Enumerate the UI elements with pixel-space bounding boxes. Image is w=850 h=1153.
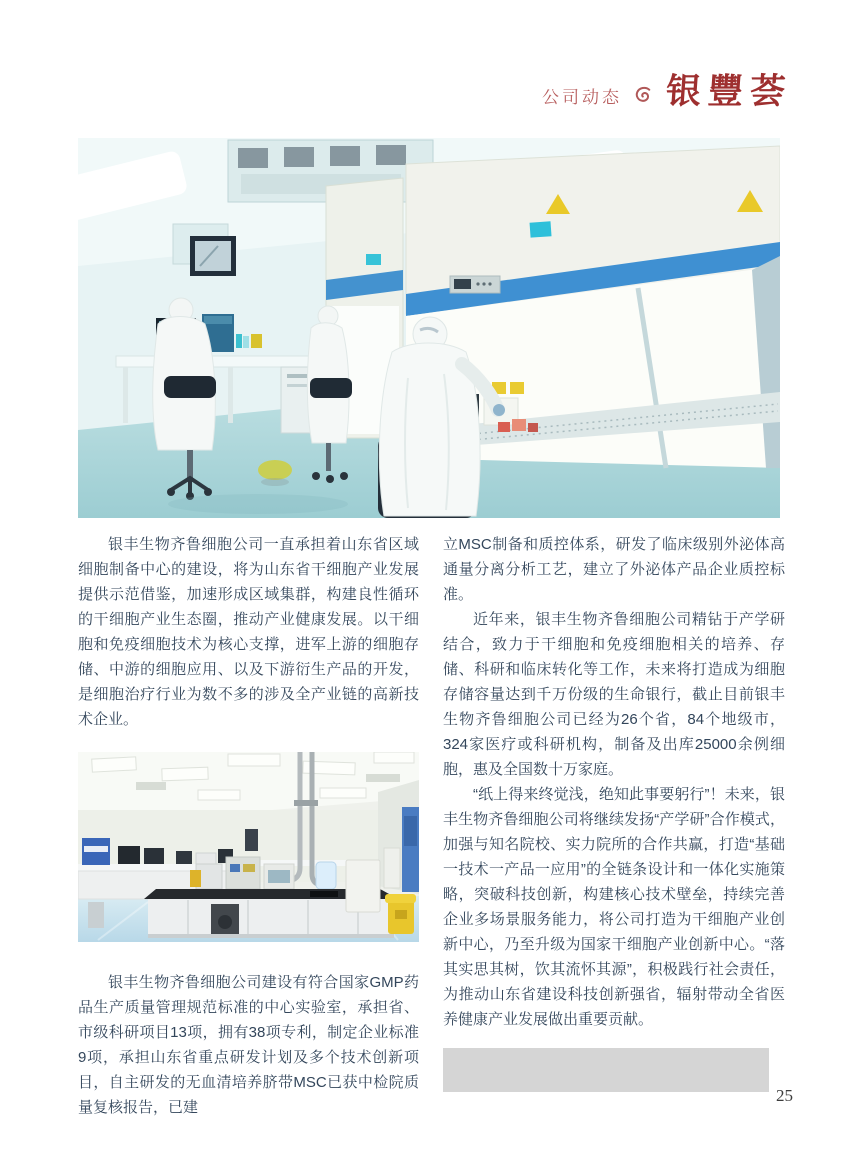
article-paragraph-1: 银丰生物齐鲁细胞公司一直承担着山东省区域细胞制备中心的建设，将为山东省干细胞产业发展提供示范借鉴，加速形成区域集群，构建良性循环的干细胞产业生态圈，推动产业健康发展。以干细胞和免疫细胞技术为核心支撑，进军上游的细胞存储、中游的细胞应用、以及下游衍生产品的开发，是细胞治疗行业为数不多的涉及全产业链的高新技术企业。 xyxy=(78,536,419,728)
brand-calligraphy: 银豐荟 xyxy=(664,71,794,111)
yellow-biohazard-bin xyxy=(385,894,416,934)
article-paragraph-2: 银丰生物齐鲁细胞公司建设有符合国家GMP药品生产质量管理规范标准的中心实验室，承担省、市级科研项目13项，拥有38项专利，制定企业标准9项，承担山东省重点研发计划及多个技术创新项目，自主研发的无血清培养脐带MSC已获中检院质量复核报告，已建 xyxy=(78,974,419,1116)
yellow-stool xyxy=(258,460,292,480)
wall-monitor-frame xyxy=(190,236,236,276)
floor-shadow xyxy=(168,494,348,514)
page-header xyxy=(0,62,792,120)
stool-shadow xyxy=(261,478,289,486)
wall-access-panel xyxy=(245,829,258,851)
page-number: 25 xyxy=(776,1086,793,1105)
article-column-right xyxy=(443,532,785,1092)
image-placeholder xyxy=(443,1048,769,1092)
article-paragraph-3: 立MSC制备和质控体系，研发了临床级别外泌体高通量分离分析工艺，建立了外泌体产品企业质控标准。 xyxy=(443,536,785,603)
swirl-logo-icon xyxy=(633,84,655,106)
photo-central-laboratory xyxy=(78,752,419,942)
photo-cleanroom-cell-lab xyxy=(78,138,780,518)
article-paragraph-4: 近年来，银丰生物齐鲁细胞公司精钻于产学研结合，致力于干细胞和免疫细胞相关的培养、存储、科研和临床转化等工作，未来将打造成为细胞存储容量达到千万份级的生命银行，截止目前银丰生物齐鲁细胞公司已经为26个省，84个地级市，324家医疗或科研机构，制备及出库25000余例细胞，惠及全国数十万家庭。 xyxy=(443,611,785,778)
article-paragraph-5: “纸上得来终觉浅，绝知此事要躬行”！未来，银丰生物齐鲁细胞公司将继续发扬“产学研”合作模式，加强与知名院校、实力院所的合作共赢，打造“基础一技术一产品一应用”的全链条设计和一体化实施策略，突破科技创新，构建核心技术壁垒，持续完善企业多场景服务能力，将公司打造为干细胞产业创新中心，乃至升级为国家干细胞产业创新中心。“落其实思其树，饮其流怀其源”，积极践行社会责任，为推动山东省建设科技创新强省，辐射带动全省医养健康产业发展做出重要贡献。 xyxy=(443,786,785,1028)
section-label: 公司动态 xyxy=(541,87,622,107)
article-column-left xyxy=(78,532,419,1120)
